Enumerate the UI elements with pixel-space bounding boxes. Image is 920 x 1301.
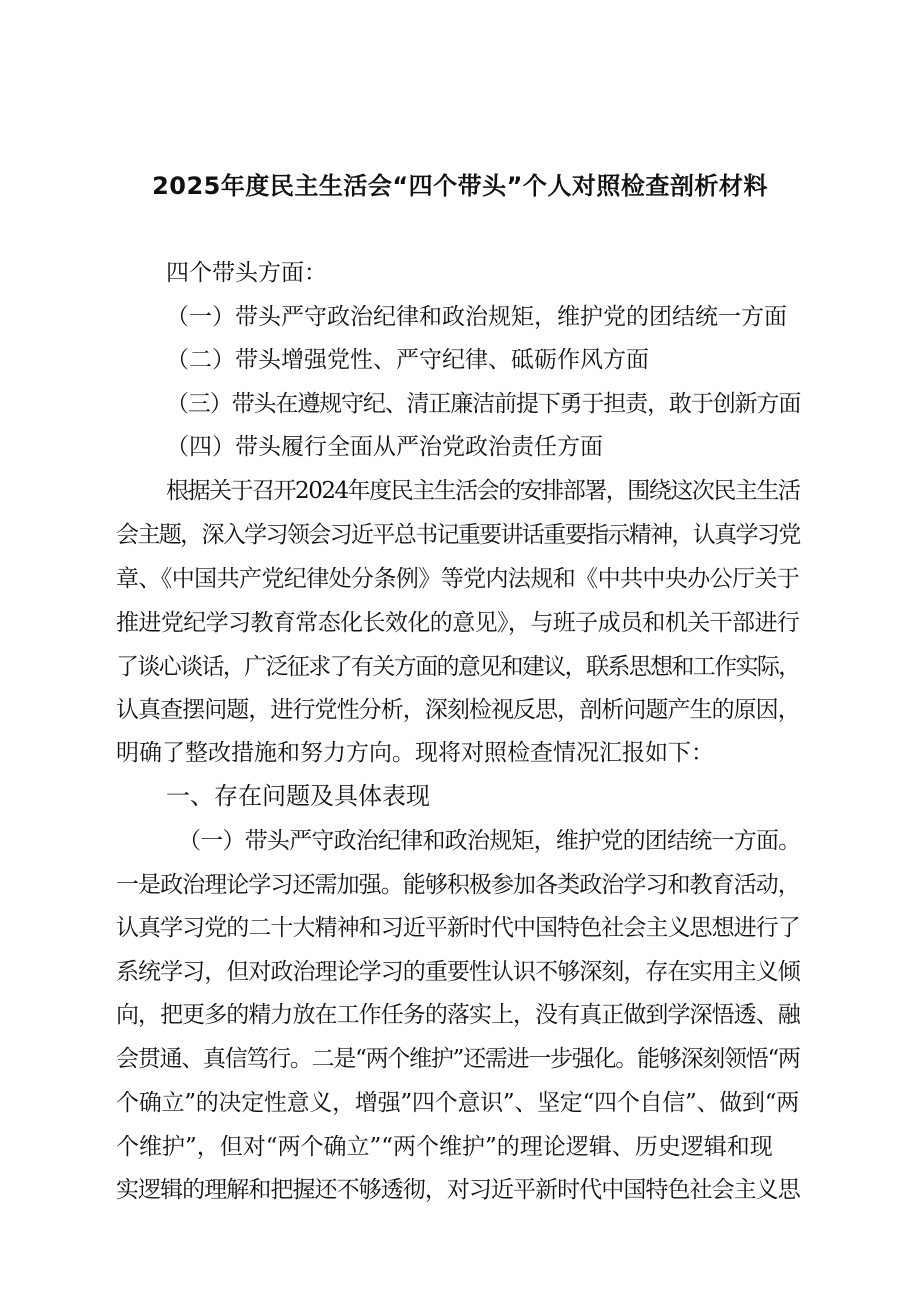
body-paragraph-line: 会贯通、真信笃行。二是“两个维护”还需进一步强化。能够深刻领悟“两 xyxy=(116,1046,800,1072)
body-paragraph-line: 个维护”，但对“两个确立”“两个维护”的理论逻辑、历史逻辑和现 xyxy=(116,1134,773,1160)
body-paragraph-line: 向，把更多的精力放在工作任务的落实上，没有真正做到学深悟透、融 xyxy=(116,1002,800,1028)
intro-paragraph-line: 推进党纪学习教育常态化长效化的意见》，与班子成员和机关干部进行 xyxy=(116,610,800,636)
intro-paragraph-line: 章、《中国共产党纪律处分条例》等党内法规和《中共中央办公厅关于 xyxy=(116,566,800,592)
section-heading-problems: 一、存在问题及具体表现 xyxy=(166,782,430,810)
aspect-item-4: （四）带头履行全面从严治党政治责任方面 xyxy=(166,434,603,460)
aspect-item-3: （三）带头在遵规守纪、清正廉洁前提下勇于担责，敢于创新方面 xyxy=(166,391,801,417)
body-paragraph-line: 一是政治理论学习还需加强。能够积极参加各类政治学习和教育活动， xyxy=(116,872,800,898)
intro-paragraph-line: 了谈心谈话，广泛征求了有关方面的意见和建议，联系思想和工作实际， xyxy=(116,654,800,680)
intro-paragraph-line: 明确了整改措施和努力方向。现将对照检查情况汇报如下： xyxy=(116,740,714,766)
section-subheading: （一）带头严守政治纪律和政治规矩，维护党的团结统一方面。 xyxy=(178,828,801,854)
aspect-item-2: （二）带头增强党性、严守纪律、砥砺作风方面 xyxy=(166,347,649,373)
aspects-intro: 四个带头方面： xyxy=(166,260,327,286)
intro-paragraph-line: 认真查摆问题，进行党性分析，深刻检视反思，剖析问题产生的原因， xyxy=(116,697,800,723)
document-title: 2025年度民主生活会“四个带头”个人对照检查剖析材料 xyxy=(152,172,768,200)
intro-paragraph-line: 根据关于召开2024年度民主生活会的安排部署，围绕这次民主生活 xyxy=(166,478,800,504)
body-paragraph-line: 实逻辑的理解和把握还不够透彻，对习近平新时代中国特色社会主义思 xyxy=(116,1177,800,1203)
aspect-item-1: （一）带头严守政治纪律和政治规矩，维护党的团结统一方面 xyxy=(166,304,787,330)
body-paragraph-line: 认真学习党的二十大精神和习近平新时代中国特色社会主义思想进行了 xyxy=(116,915,800,941)
body-paragraph-line: 系统学习，但对政治理论学习的重要性认识不够深刻，存在实用主义倾 xyxy=(116,959,800,985)
intro-paragraph-line: 会主题，深入学习领会习近平总书记重要讲话重要指示精神，认真学习党 xyxy=(116,522,800,548)
body-paragraph-line: 个确立”的决定性意义，增强”四个意识”、坚定“四个自信”、做到“两 xyxy=(116,1090,799,1116)
